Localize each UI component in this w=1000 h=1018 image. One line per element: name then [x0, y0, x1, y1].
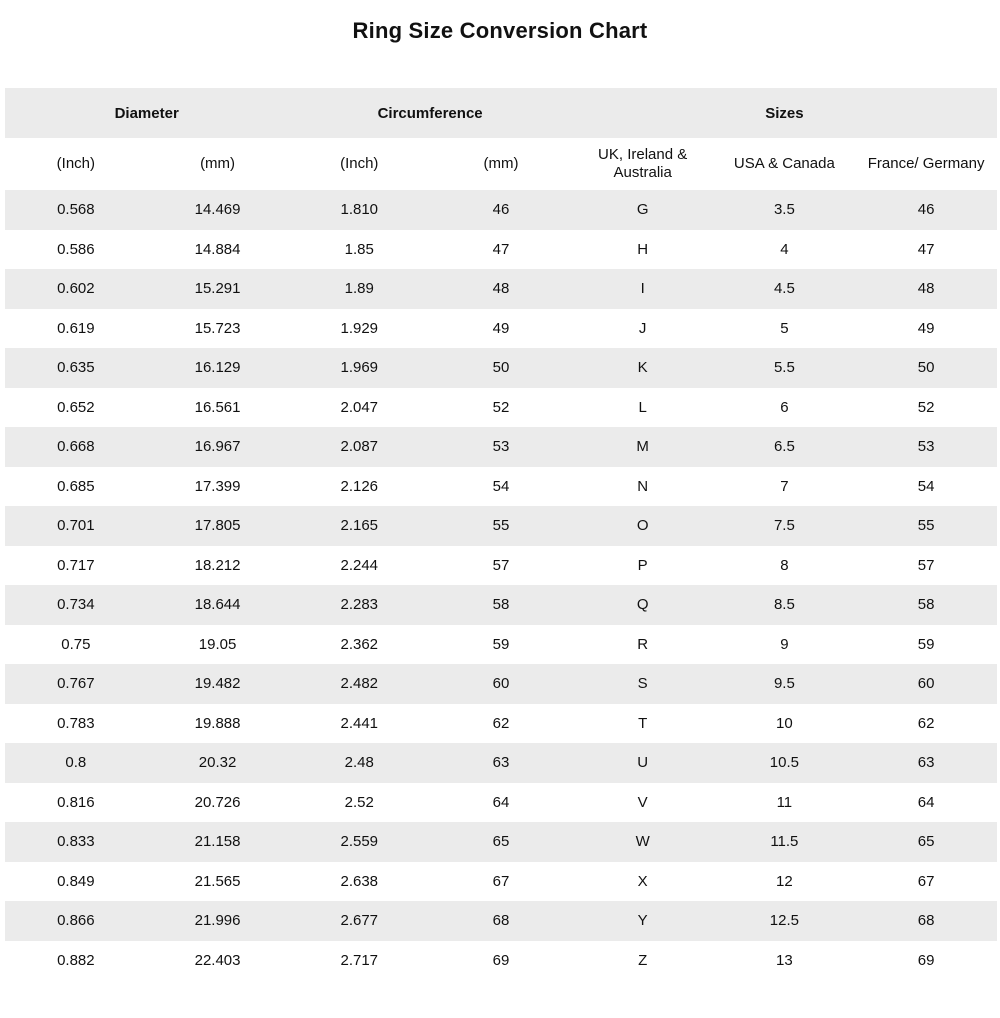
table-row — [5, 546, 997, 586]
cell: 21.158 — [194, 833, 241, 851]
cell: 7 — [780, 477, 789, 495]
cell: 52 — [492, 398, 510, 416]
table-row — [5, 743, 997, 783]
cell: 0.767 — [57, 675, 95, 693]
cell: 2.362 — [340, 635, 379, 653]
cell: 0.635 — [57, 359, 95, 377]
cell: 6.5 — [773, 438, 795, 456]
cell: 0.75 — [61, 635, 91, 653]
cell: 18.644 — [194, 596, 241, 614]
table-header — [5, 88, 997, 190]
cell: 2.441 — [340, 714, 379, 732]
cell: 1.810 — [340, 201, 379, 219]
cell: M — [636, 438, 649, 456]
cell: H — [637, 240, 649, 258]
cell: 2.677 — [340, 912, 379, 930]
cell: 10.5 — [769, 754, 799, 772]
cell: 0.652 — [57, 398, 95, 416]
column-header-diameter-mm: (mm) — [200, 155, 236, 172]
cell: 2.126 — [340, 477, 379, 495]
cell: 1.929 — [340, 319, 379, 337]
cell: 67 — [492, 872, 510, 890]
cell: X — [637, 872, 648, 890]
cell: 0.8 — [65, 754, 87, 772]
cell: K — [637, 359, 648, 377]
cell: 22.403 — [194, 951, 241, 969]
cell: 68 — [917, 912, 935, 930]
table-row — [5, 427, 997, 467]
table-row — [5, 190, 997, 230]
column-header-usa-canada: USA & Canada — [733, 155, 835, 172]
group-header-sizes: Sizes — [765, 104, 804, 122]
cell: 17.399 — [194, 477, 241, 495]
cell: 47 — [917, 240, 935, 258]
cell: 60 — [492, 675, 510, 693]
cell: 55 — [917, 517, 935, 535]
cell: 19.482 — [194, 675, 241, 693]
cell: 0.619 — [57, 319, 95, 337]
cell: 12 — [776, 872, 793, 890]
cell: 4.5 — [773, 280, 795, 298]
table-row — [5, 388, 997, 428]
cell: 20.32 — [198, 754, 237, 772]
cell: G — [636, 201, 649, 219]
cell: Y — [637, 912, 648, 930]
cell: 2.165 — [340, 517, 379, 535]
cell: 8 — [780, 556, 789, 574]
table-row — [5, 664, 997, 704]
cell: 0.717 — [57, 556, 95, 574]
cell: 1.85 — [344, 240, 374, 258]
cell: 13 — [776, 951, 793, 969]
cell: 14.884 — [194, 240, 241, 258]
cell: 67 — [917, 872, 935, 890]
cell: 16.561 — [194, 398, 241, 416]
cell: Z — [638, 951, 648, 969]
cell: V — [637, 793, 648, 811]
column-header-france-germany: France/ Germany — [867, 155, 985, 172]
cell: 65 — [917, 833, 935, 851]
cell: 0.833 — [57, 833, 95, 851]
cell: 2.717 — [340, 951, 379, 969]
cell: 49 — [917, 319, 935, 337]
cell: 50 — [492, 359, 510, 377]
cell: 63 — [917, 754, 935, 772]
cell: 18.212 — [194, 556, 241, 574]
cell: 57 — [917, 556, 935, 574]
cell: 1.969 — [340, 359, 379, 377]
cell: 46 — [917, 201, 935, 219]
cell: 2.638 — [340, 872, 379, 890]
page-title: Ring Size Conversion Chart — [352, 18, 648, 43]
cell: 62 — [917, 714, 935, 732]
cell: 10 — [776, 714, 793, 732]
cell: 58 — [492, 596, 510, 614]
cell: 2.559 — [340, 833, 379, 851]
column-header-circumference-inch: (Inch) — [340, 155, 379, 172]
cell: 17.805 — [194, 517, 241, 535]
table-row — [5, 348, 997, 388]
cell: 19.05 — [198, 635, 237, 653]
cell: 69 — [492, 951, 510, 969]
table-row — [5, 585, 997, 625]
table-row — [5, 901, 997, 941]
cell: 0.668 — [57, 438, 95, 456]
cell: 0.602 — [57, 280, 95, 298]
cell: 12.5 — [769, 912, 799, 930]
cell: 0.783 — [57, 714, 95, 732]
cell: 62 — [492, 714, 510, 732]
table-header-groups — [5, 88, 997, 138]
cell: 5 — [780, 319, 789, 337]
column-header-circumference-mm: (mm) — [483, 155, 519, 172]
cell: 7.5 — [773, 517, 795, 535]
table-row — [5, 467, 997, 507]
table-row — [5, 862, 997, 902]
cell: 48 — [917, 280, 935, 298]
cell: 2.087 — [340, 438, 379, 456]
table-row — [5, 269, 997, 309]
cell: 21.565 — [194, 872, 241, 890]
cell: 0.568 — [57, 201, 95, 219]
cell: 48 — [492, 280, 510, 298]
cell: 2.48 — [344, 754, 374, 772]
cell: J — [638, 319, 647, 337]
cell: 0.734 — [57, 596, 95, 614]
cell: R — [637, 635, 649, 653]
cell: 6 — [780, 398, 789, 416]
cell: 55 — [492, 517, 510, 535]
table-row — [5, 822, 997, 862]
cell: 15.291 — [194, 280, 241, 298]
cell: 58 — [917, 596, 935, 614]
cell: 14.469 — [194, 201, 241, 219]
table-row — [5, 230, 997, 270]
cell: 0.866 — [57, 912, 95, 930]
cell: I — [640, 280, 645, 298]
cell: O — [636, 517, 649, 535]
cell: 0.685 — [57, 477, 95, 495]
table-header-columns — [5, 138, 997, 190]
cell: 15.723 — [194, 319, 241, 337]
group-header-diameter: Diameter — [114, 104, 179, 122]
cell: 2.52 — [344, 793, 374, 811]
cell: 0.701 — [57, 517, 95, 535]
cell: 68 — [492, 912, 510, 930]
table-row — [5, 506, 997, 546]
table-row — [5, 625, 997, 665]
cell: 5.5 — [773, 359, 795, 377]
cell: 9.5 — [773, 675, 795, 693]
cell: 2.047 — [340, 398, 379, 416]
group-header-circumference: Circumference — [377, 104, 483, 122]
table-row — [5, 309, 997, 349]
cell: 0.882 — [57, 951, 95, 969]
cell: 2.482 — [340, 675, 379, 693]
cell: N — [637, 477, 649, 495]
cell: 49 — [492, 319, 510, 337]
cell: 0.849 — [57, 872, 95, 890]
cell: 65 — [492, 833, 510, 851]
cell: 47 — [492, 240, 510, 258]
cell: 11.5 — [770, 833, 799, 851]
cell: 9 — [780, 635, 789, 653]
cell: S — [637, 675, 648, 693]
cell: P — [637, 556, 648, 574]
cell: 50 — [917, 359, 935, 377]
cell: 64 — [917, 793, 935, 811]
cell: 60 — [917, 675, 935, 693]
cell: 0.816 — [57, 793, 95, 811]
column-header-uk-ireland-australia: UK, Ireland & Australia — [598, 146, 688, 181]
table-row — [5, 704, 997, 744]
cell: 63 — [492, 754, 510, 772]
cell: 1.89 — [344, 280, 374, 298]
cell: 4 — [780, 240, 789, 258]
cell: 59 — [917, 635, 935, 653]
column-header-diameter-inch: (Inch) — [56, 155, 96, 172]
cell: L — [638, 398, 647, 416]
table-row — [5, 941, 997, 981]
cell: 2.283 — [340, 596, 379, 614]
cell: 16.967 — [194, 438, 241, 456]
cell: 11 — [776, 793, 793, 811]
table-body — [5, 190, 997, 980]
cell: T — [638, 714, 648, 732]
cell: 69 — [917, 951, 935, 969]
cell: 64 — [492, 793, 510, 811]
cell: 20.726 — [194, 793, 241, 811]
cell: 59 — [492, 635, 510, 653]
table-row — [5, 783, 997, 823]
cell: 54 — [492, 477, 510, 495]
cell: 8.5 — [773, 596, 795, 614]
cell: 3.5 — [773, 201, 795, 219]
cell: 16.129 — [194, 359, 241, 377]
ring-size-conversion-table — [5, 88, 997, 980]
cell: 19.888 — [194, 714, 241, 732]
cell: 46 — [492, 201, 510, 219]
cell: 52 — [917, 398, 935, 416]
cell: 0.586 — [57, 240, 95, 258]
cell: 21.996 — [194, 912, 241, 930]
cell: W — [635, 833, 650, 851]
cell: Q — [636, 596, 649, 614]
cell: 53 — [917, 438, 935, 456]
cell: 2.244 — [340, 556, 379, 574]
cell: U — [637, 754, 649, 772]
cell: 57 — [492, 556, 510, 574]
cell: 54 — [917, 477, 935, 495]
cell: 53 — [492, 438, 510, 456]
